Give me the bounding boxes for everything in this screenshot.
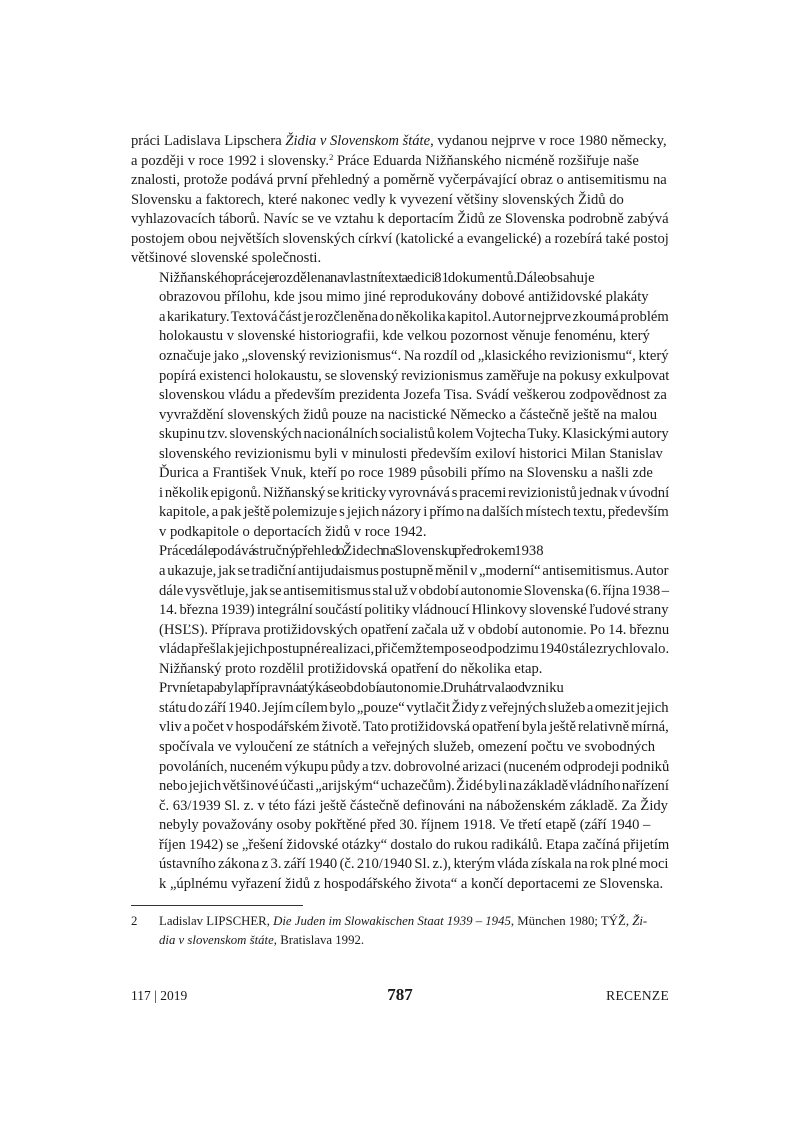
- text-run: a ukazuje, jak se tradiční antijudaismus postupně měnil v „moderní“ antisemitismus. Autor: [159, 563, 669, 580]
- text-run: vláda přešla k jejich postupné realizaci, přičemž tempo se od podzimu 1940 stále zrychlovalo.: [159, 641, 670, 658]
- text-line: [131, 621, 669, 641]
- text-run: říjen 1942) se „řešení židovské otázky“ dostalo do rukou radikálů. Etapa začíná přijetím: [159, 836, 670, 853]
- body-text: [131, 132, 669, 894]
- text-run: Slovensku a faktorech, které nakonec vedly k vyvezení většiny slovenských Židů do: [131, 191, 624, 208]
- text-run: i několik epigonů. Nižňanský se kriticky vyrovnává s pracemi revizionistů jednak v úvodní: [159, 484, 670, 501]
- text-run: , München 1980; TÝŽ,: [510, 914, 633, 928]
- text-run: popírá existenci holokaustu, se slovenský revizionismus zaměřuje na pokusy exkulpovat: [159, 367, 670, 384]
- text-run: a později v roce 1992 i slovensky.: [131, 152, 330, 169]
- text-run: kapitole, a pak ještě polemizuje s jejich názory i přímo na dalších místech textu, především: [159, 504, 669, 521]
- text-line: [131, 640, 669, 660]
- text-line: [131, 503, 669, 523]
- text-run: spočívala ve vyloučení ze státních a veřejných služeb, omezení počtu ve svobodných: [159, 738, 656, 755]
- footnote-line: [159, 931, 669, 950]
- text-line: [131, 816, 669, 836]
- text-line: [131, 152, 669, 172]
- text-run: znalosti, protože podává první přehledný a poměrně vyčerpávající obraz o antisemitismu na: [131, 172, 667, 189]
- paragraph: [131, 542, 669, 679]
- italic-title: Die Juden im Slowakischen Staat 1939 – 1945: [273, 914, 511, 928]
- text-run: holokaustu v slovenské historiografii, kde velkou pozornost věnuje fenoménu, který: [159, 328, 650, 345]
- text-line: [131, 210, 669, 230]
- text-line: [131, 367, 669, 387]
- text-run: Nižňanský proto rozdělil protižidovská opatření do několika etap.: [159, 660, 543, 677]
- text-run: č. 63/1939 Sl. z. v této fázi ještě částečně definováni na náboženském základě. Za Židy: [159, 797, 668, 814]
- text-line: [131, 171, 669, 191]
- text-run: práci Ladislava Lipschera: [131, 133, 286, 149]
- text-run: označuje jako „slovenský revizionismus“. Na rozdíl od „klasického revizionismu“, který: [159, 348, 669, 365]
- page-footer: [131, 986, 669, 1010]
- text-run: a karikatury. Textová část je rozčleněna do několika kapitol. Autor nejprve zkoumá problém: [159, 308, 669, 325]
- text-line: [131, 288, 669, 308]
- text-run: nebyly považovány osoby pokřtěné před 30. říjnem 1918. Ve třetí etapě (září 1940 –: [159, 817, 651, 834]
- text-line: [131, 308, 669, 328]
- text-line: [131, 855, 669, 875]
- text-run: nebo jejich většinové účasti „arijským“ uchazečům). Židé byli na základě vládního nařízení: [159, 778, 669, 795]
- footnote-marker: 2: [329, 151, 334, 162]
- text-run: Nižňanského práce je rozdělena na vlastní text a edici 81 dokumentů. Dále obsahuje: [159, 269, 595, 286]
- text-line: [131, 347, 669, 367]
- text-run: obrazovou přílohu, kde jsou mimo jiné reprodukovány dobové antižidovské plakáty: [159, 289, 649, 306]
- text-line: [131, 327, 669, 347]
- text-run: postojem obou největších slovenských církví (katolické a evangelické) a rozebírá také postoj: [131, 230, 669, 247]
- text-run: Bratislava 1992.: [277, 932, 365, 947]
- text-run: k „úplnému vyřazení židů z hospodářského života“ a končí deportacemi ze Slovenska.: [159, 875, 664, 892]
- text-line: [131, 797, 669, 817]
- text-run: První etapa byla přípravná a týká se období autonomie. Druhá trvala od vzniku: [159, 680, 564, 697]
- paragraph: [131, 132, 669, 269]
- text-run: dále vysvětluje, jak se antisemitismus stal už v období autonomie Slovenska (6. října 1938 –: [159, 582, 670, 599]
- text-line: [131, 523, 669, 543]
- text-line: [131, 484, 669, 504]
- text-run: slovenského revizionismu byli v minulosti především exiloví historici Milan Stanislav: [159, 445, 663, 462]
- text-run: , vydanou nejprve v roce 1980 německy,: [430, 133, 667, 149]
- text-line: [131, 249, 669, 269]
- section-label: RECENZE: [606, 988, 669, 1003]
- text-run: vliv a počet v hospodářském životě. Tato protižidovská opatření byla ještě relativně mírná,: [159, 719, 669, 736]
- journal-issue: 117 | 2019: [131, 988, 188, 1003]
- text-run: skupinu tzv. slovenských nacionálních socialistů kolem Vojtecha Tuky. Klasickými autory: [159, 426, 669, 443]
- text-line: [131, 758, 669, 778]
- page-number: 787: [387, 985, 413, 1004]
- text-line: [131, 601, 669, 621]
- text-line: [131, 425, 669, 445]
- text-run: Ladislav LIPSCHER,: [159, 914, 274, 928]
- text-line: [131, 679, 669, 699]
- italic-title: Židia v Slovenskom štáte: [285, 133, 431, 149]
- text-run: (HSĽS). Příprava protižidovských opatření začala už v období autonomie. Po 14. březnu: [159, 621, 670, 638]
- text-line: [131, 738, 669, 758]
- text-line: [131, 875, 669, 895]
- text-run: vyvraždění slovenských židů pouze na nacistické Německo a částečně ještě na malou: [159, 406, 658, 423]
- footnote: [131, 912, 669, 949]
- footnote-line: [159, 912, 669, 931]
- text-run: ústavního zákona z 3. září 1940 (č. 210/1940 Sl. z.), kterým vláda získala na rok plné moci: [159, 856, 669, 873]
- italic-title: dia v slovenskom štáte,: [159, 932, 277, 947]
- text-line: [131, 582, 669, 602]
- text-line: [131, 191, 669, 211]
- footnote-text: [159, 912, 669, 949]
- paragraph: [131, 679, 669, 894]
- text-run: vyhlazovacích táborů. Navíc se ve vztahu k deportacím Židů ze Slovenska podrobně zabývá: [131, 211, 669, 228]
- paragraph: [131, 269, 669, 543]
- text-line: [131, 464, 669, 484]
- text-line: [131, 445, 669, 465]
- text-line: [131, 386, 669, 406]
- text-run: většinové slovenské společnosti.: [131, 250, 322, 267]
- text-run: 14. března 1939) integrální součástí politiky vládnoucí Hlinkovy slovenské ľudové strany: [159, 602, 669, 619]
- text-line: [131, 699, 669, 719]
- text-line: [131, 836, 669, 856]
- text-line: [131, 718, 669, 738]
- italic-title: Ži-: [632, 914, 648, 928]
- text-line: [131, 542, 669, 562]
- text-run: státu do září 1940. Jejím cílem bylo „pouze“ vytlačit Židy z veřejných služeb a omezit jejich: [159, 699, 669, 716]
- footnote-separator: [131, 905, 303, 906]
- text-run: povoláních, nuceném výkupu půdy a tzv. dobrovolné arizaci (nuceném odprodeji podniků: [159, 758, 670, 775]
- text-run: slovenskou vládu a především prezidenta Jozefa Tisa. Svádí veškerou zodpovědnost za: [159, 387, 667, 404]
- text-line: [131, 269, 669, 289]
- text-run: v podkapitole o deportacích židů v roce 1942.: [159, 523, 427, 540]
- text-line: [131, 777, 669, 797]
- footnote-number: 2: [131, 914, 138, 928]
- text-line: [131, 230, 669, 250]
- text-run: Práce Eduarda Nižňanského nicméně rozšiřuje naše: [333, 152, 639, 169]
- text-line: [131, 406, 669, 426]
- text-run: Práce dále podává stručný přehled o Židech na Slovensku před rokem 1938: [159, 543, 544, 560]
- text-run: Ďurica a František Vnuk, kteří po roce 1989 působili přímo na Slovensku a našli zde: [159, 465, 653, 482]
- text-line: [131, 562, 669, 582]
- text-line: [131, 132, 669, 152]
- text-line: [131, 660, 669, 680]
